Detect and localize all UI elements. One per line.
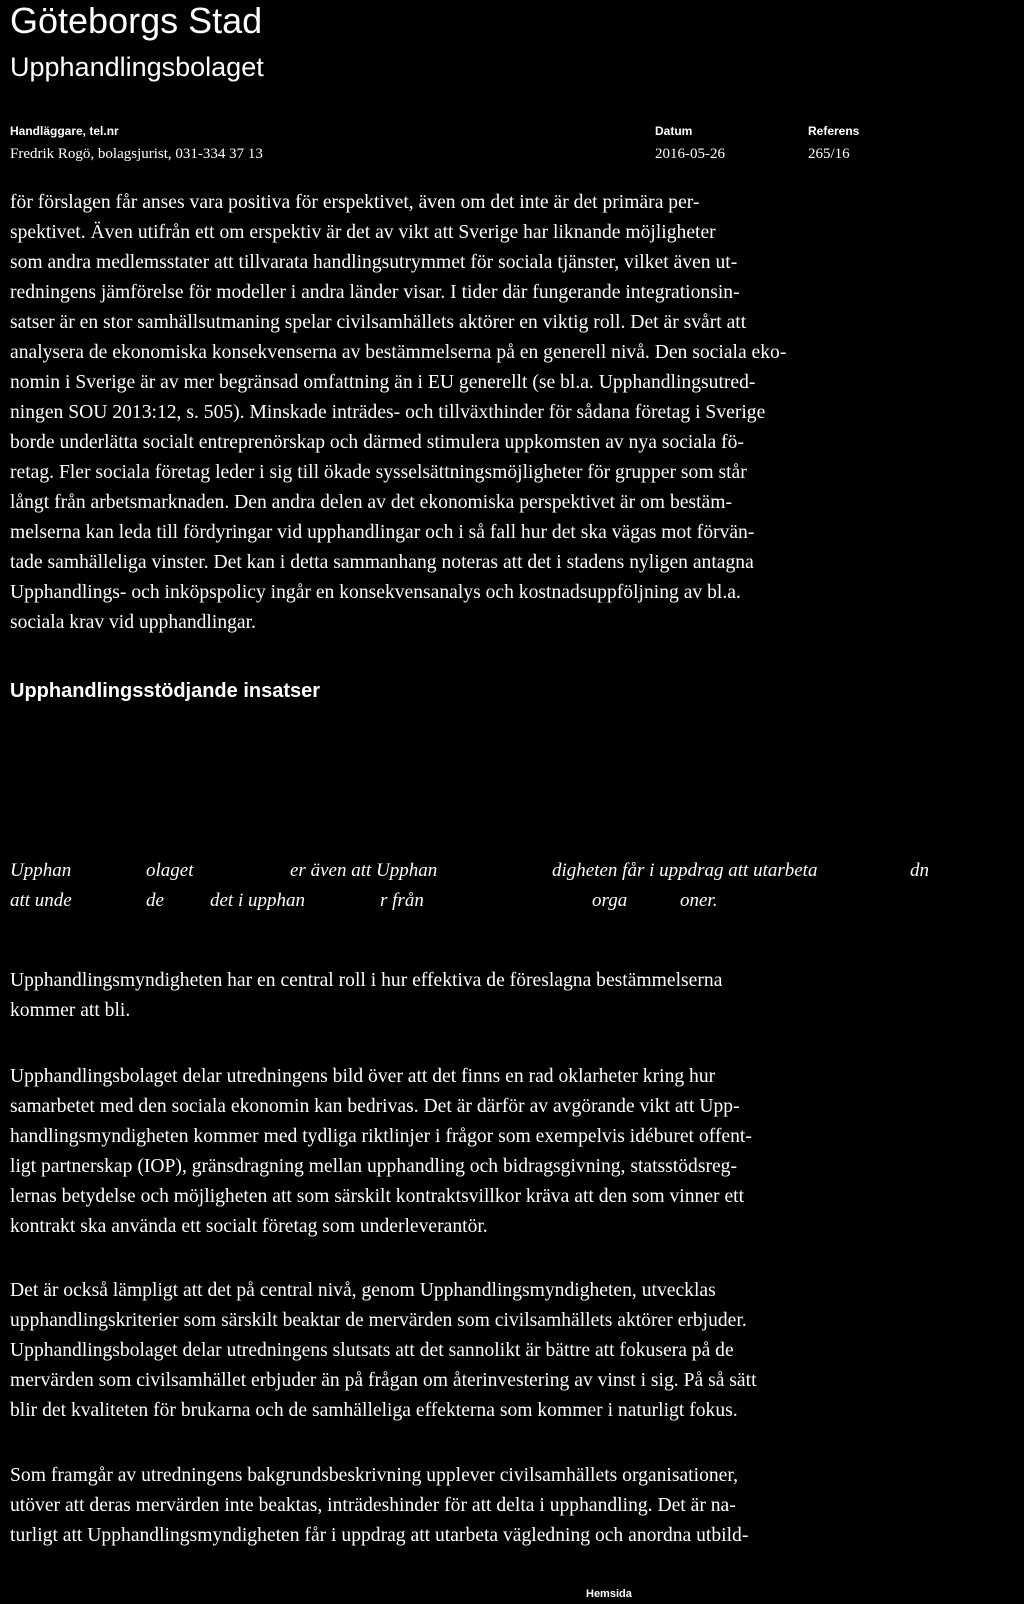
referens-label: Referens	[808, 124, 860, 138]
text-line: ligt partnerskap (IOP), gränsdragning mellan upphandling och bidragsgivning, statsstödsreg-	[10, 1156, 738, 1177]
handlaggare-value: Fredrik Rogö, bolagsjurist, 031-334 37 13	[10, 146, 263, 162]
datum-value: 2016-05-26	[655, 146, 725, 162]
text-line: nomin i Sverige är av mer begränsad omfattning än i EU generellt (se bl.a. Upphandlingsutred-	[10, 372, 756, 393]
text-fragment: att unde	[10, 890, 72, 911]
text-line: spektivet. Även utifrån ett om erspektiv är det av vikt att Sverige har liknande möjligheter	[10, 222, 716, 243]
text-line: utöver att deras mervärden inte beaktas, inträdeshinder för att delta i upphandling. Det är na-	[10, 1495, 736, 1516]
text-fragment: orga	[592, 890, 628, 911]
text-line: samarbetet med den sociala ekonomin kan bedrivas. Det är därför av avgörande vikt att Upp-	[10, 1096, 740, 1117]
paragraph-criteria	[10, 1276, 1016, 1426]
handlaggare-label: Handläggare, tel.nr	[10, 124, 119, 138]
text-line: handlingsmyndigheten kommer med tydliga riktlinjer i frågor som exempelvis idéburet offent-	[10, 1126, 752, 1147]
text-fragment: Upphan	[10, 860, 72, 881]
text-fragment: digheten får i uppdrag att utarbeta	[552, 860, 818, 881]
text-line: kontrakt ska använda ett socialt företag som underleverantör.	[10, 1216, 488, 1237]
text-line: retag. Fler sociala företag leder i sig till ökade sysselsättningsmöjligheter för grupper som står	[10, 462, 747, 483]
text-fragment: oner.	[680, 890, 718, 911]
text-line: melserna kan leda till fördyringar vid upphandlingar och i så fall hur det ska vägas mot förvän-	[10, 522, 755, 543]
text-line: lernas betydelse och möjligheten att som särskilt kontraktsvillkor kräva att den som vinner ett	[10, 1186, 745, 1207]
paragraph-guidelines	[10, 1062, 1016, 1242]
text-line: som andra medlemsstater att tillvarata handlingsutrymmet för sociala tjänster, vilket även ut-	[10, 252, 738, 273]
text-line: blir det kvaliteten för brukarna och de samhälleliga effekterna som kommer i naturligt fokus.	[10, 1400, 738, 1421]
paragraph-economic-perspective	[10, 188, 1016, 638]
text-line: kommer att bli.	[10, 1000, 131, 1021]
footer-label: Hemsida	[586, 1588, 632, 1600]
text-line: upphandlingskriterier som särskilt beaktar de mervärden som civilsamhällets aktörer erbjuder.	[10, 1310, 747, 1331]
text-line: mervärden som civilsamhället erbjuder än på frågan om återinvestering av vinst i sig. På så sätt	[10, 1370, 757, 1391]
text-fragment: r från	[380, 890, 424, 911]
paragraph-central-role	[10, 966, 1016, 1026]
datum-label: Datum	[655, 124, 693, 138]
text-line: Upphandlings- och inköpspolicy ingår en konsekvensanalys och kostnadsuppföljning av bl.a.	[10, 582, 741, 603]
text-line: Upphandlingsmyndigheten har en central roll i hur effektiva de föreslagna bestämmelserna	[10, 970, 723, 991]
text-line: långt från arbetsmarknaden. Den andra delen av det ekonomiska perspektivet är om bestäm-	[10, 492, 732, 513]
text-fragment: de	[146, 890, 164, 911]
text-fragment: olaget	[146, 860, 194, 881]
text-line: för förslagen får anses vara positiva för erspektivet, även om det inte är det primära per-	[10, 192, 700, 213]
referens-value: 265/16	[808, 146, 850, 162]
text-line: ningen SOU 2013:12, s. 505). Minskade inträdes- och tillväxthinder för sådana företag i Sverige	[10, 402, 766, 423]
organization-name: Göteborgs Stad	[10, 0, 263, 41]
text-line: tade samhälleliga vinster. Det kan i detta sammanhang noteras att det i stadens nyligen antagna	[10, 552, 754, 573]
text-line: Det är också lämpligt att det på central nivå, genom Upphandlingsmyndigheten, utvecklas	[10, 1280, 716, 1301]
text-line: sociala krav vid upphandlingar.	[10, 612, 256, 633]
text-line: Som framgår av utredningens bakgrundsbeskrivning upplever civilsamhällets organisationer,	[10, 1465, 739, 1486]
department-name: Upphandlingsbolaget	[10, 52, 264, 82]
text-line: turligt att Upphandlingsmyndigheten får i uppdrag att utarbeta vägledning och anordna utbild-	[10, 1525, 749, 1546]
text-line: borde underlätta socialt entreprenörskap och därmed stimulera uppkomsten av nya sociala fö-	[10, 432, 744, 453]
text-fragment: dn	[910, 860, 929, 881]
text-line: redningens jämförelse för modeller i andra länder visar. I tider där fungerande integrationsin-	[10, 282, 740, 303]
text-line: satser är en stor samhällsutmaning spelar civilsamhällets aktörer en viktig roll. Det är svårt att	[10, 312, 747, 333]
text-line: Upphandlingsbolaget delar utredningens bild över att det finns en rad oklarheter kring hur	[10, 1066, 716, 1087]
section-heading: Upphandlingsstödjande insatser	[10, 680, 321, 702]
text-fragment: det i upphan	[210, 890, 305, 911]
text-line: analysera de ekonomiska konsekvenserna av bestämmelserna på en generell nivå. Den sociala eko-	[10, 342, 787, 363]
text-line: Upphandlingsbolaget delar utredningens slutsats att det sannolikt är bättre att fokusera på de	[10, 1340, 734, 1361]
paragraph-barriers	[10, 1461, 1016, 1551]
text-fragment: er även att Upphan	[290, 860, 438, 881]
